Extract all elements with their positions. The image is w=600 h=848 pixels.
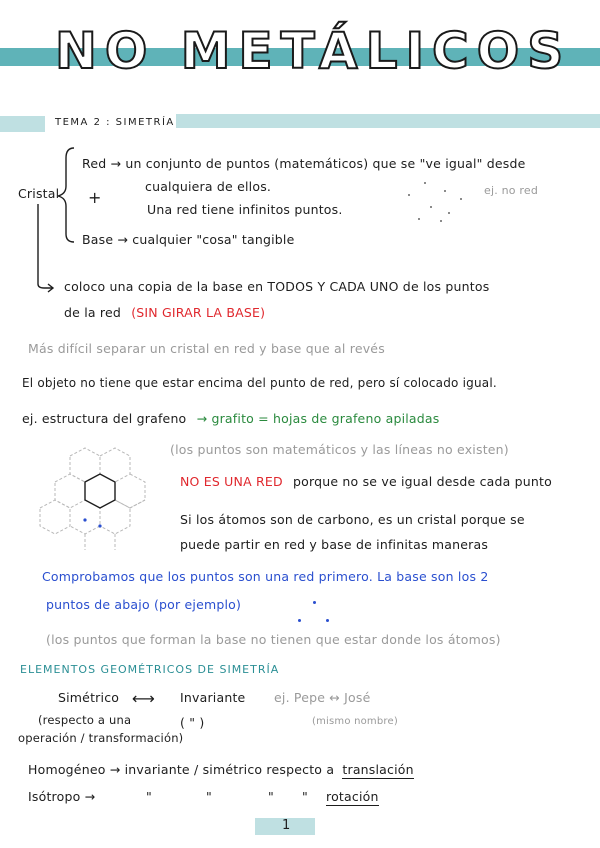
brace-diagram (30, 142, 90, 302)
graphene-sketch (30, 436, 160, 556)
no-es-red-highlight: NO ES UNA RED (180, 474, 283, 489)
ej-estructura-text: ej. estructura del grafeno (22, 411, 187, 426)
si-atomos-line1: Si los átomos son de carbono, es un cristal porque se (180, 512, 525, 527)
tema-bar-right (176, 114, 600, 128)
los-puntos-note: (los puntos son matemáticos y las líneas no existen) (170, 442, 509, 457)
grafito-note: → grafito = hojas de grafeno apiladas (196, 411, 440, 426)
red-definition-line1: Red → un conjunto de puntos (matemáticos) que se "ve igual" desde (82, 156, 526, 171)
equivalence-arrow: ⟷ (132, 689, 155, 708)
comprobamos-line1: Comprobamos que los puntos son una red primero. La base son los 2 (42, 569, 489, 584)
homogeneo-line (28, 762, 414, 777)
ej-estructura-line (22, 411, 440, 426)
ditto-paren: ( " ) (180, 715, 205, 730)
respecto-line1: (respecto a una (38, 713, 132, 727)
translacion-term: translación (342, 762, 414, 777)
isotropo-label: Isótropo → (28, 789, 96, 804)
simetrico-label: Simétrico (58, 690, 120, 705)
ditto-mark-2: " (206, 789, 212, 804)
ditto-mark-1: " (146, 789, 152, 804)
tema-bar-left (0, 116, 45, 132)
invariante-label: Invariante (180, 690, 246, 705)
mas-dificil-line: Más difícil separar un cristal en red y base que al revés (28, 341, 385, 356)
tema-heading: TEMA 2 : SIMETRÍA (55, 117, 175, 128)
mismo-nombre-note: (mismo nombre) (312, 716, 398, 727)
puntos-forman-note: (los puntos que forman la base no tienen que estar donde los átomos) (46, 632, 501, 647)
no-es-red-line (180, 474, 552, 489)
coloco-line2 (64, 305, 265, 320)
objeto-line: El objeto no tiene que estar encima del punto de red, pero sí colocado igual. (22, 376, 497, 390)
coloco-line2-text: de la red (64, 305, 121, 320)
plus-sign: + (88, 188, 102, 207)
no-es-red-reason: porque no se ve igual desde cada punto (293, 474, 553, 489)
sin-girar-note: (SIN GIRAR LA BASE) (131, 305, 266, 320)
respecto-line2: operación / transformación) (18, 731, 184, 745)
base-definition: Base → cualquier "cosa" tangible (82, 232, 295, 247)
page-number: 1 (282, 818, 291, 833)
ditto-mark-4: " (302, 789, 308, 804)
ditto-mark-3: " (268, 789, 274, 804)
page-title: NO METÁLICOS (55, 22, 572, 80)
rotacion-term: rotación (326, 789, 379, 804)
cristal-label: Cristal (18, 186, 60, 201)
ej-pepe-example: ej. Pepe ↔ José (274, 690, 371, 705)
coloco-line1: coloco una copia de la base en TODOS Y CADA UNO de los puntos (64, 279, 490, 294)
red-definition-line3: Una red tiene infinitos puntos. (147, 202, 343, 217)
comprobamos-line2: puntos de abajo (por ejemplo) (46, 597, 242, 612)
homogeneo-text: Homogéneo → invariante / simétrico respecto a (28, 762, 335, 777)
elementos-heading: ELEMENTOS GEOMÉTRICOS DE SIMETRÍA (20, 663, 280, 676)
ej-no-red-label: ej. no red (484, 184, 539, 197)
red-definition-line2: cualquiera de ellos. (145, 179, 272, 194)
si-atomos-line2: puede partir en red y base de infinitas maneras (180, 537, 489, 552)
